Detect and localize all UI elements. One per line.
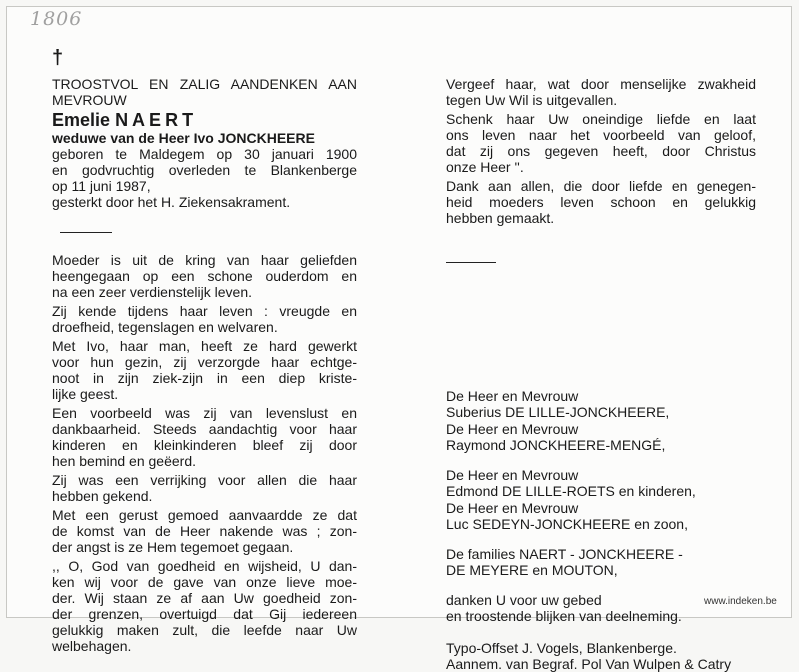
- text-line: Zij was een verrijking voor allen die haar: [52, 472, 357, 488]
- birth-line: en godvruchtig overleden te Blankenberge: [52, 162, 357, 178]
- handwritten-number: 1806: [30, 8, 83, 30]
- text-line: Een voorbeeld was zij van levenslust en: [52, 405, 357, 421]
- text-line: ken wij voor de gave van onze lieve moe-: [52, 574, 357, 590]
- text-line: heengegaan op een schone ouderdom en: [52, 268, 357, 284]
- text-line: der grenzen, overtuigd dat Gij iedereen: [52, 606, 357, 622]
- paragraph: [446, 76, 756, 108]
- text-line: dankbaarheid. Steeds aandachtig voor haar: [52, 421, 357, 437]
- divider-line: [60, 232, 112, 233]
- first-name: Emelie: [52, 110, 111, 130]
- eulogy-text: [52, 252, 357, 654]
- header-line: TROOSTVOL EN ZALIG AANDENKEN AAN: [52, 76, 357, 92]
- text-line: ,, O, God van goedheid en wijsheid, U dan-: [52, 558, 357, 574]
- left-column: [52, 76, 357, 654]
- text-line: Zij kende tijdens haar leven : vreugde en: [52, 303, 357, 319]
- family-entry: [446, 421, 756, 453]
- family-line: Luc SEDEYN-JONCKHEERE en zoon,: [446, 516, 688, 532]
- widow-line: weduwe van de Heer Ivo JONCKHEERE: [52, 130, 315, 146]
- deceased-name: [52, 110, 357, 130]
- text-line: lijke geest.: [52, 386, 119, 402]
- text-line: der. Wij staan ze af aan Uw goedheid zon-: [52, 590, 357, 606]
- text-line: droefheid, tegenslagen en welvaren.: [52, 319, 278, 335]
- family-line: Suberius DE LILLE-JONCKHEERE,: [446, 404, 670, 420]
- printer-line: Aannem. van Begraf. Pol Van Wulpen & Catry: [446, 656, 732, 672]
- paragraph: [52, 558, 357, 654]
- printer-line: Typo-Offset J. Vogels, Blankenberge.: [446, 640, 677, 656]
- text-line: Vergeef haar, wat door menselijke zwakheid: [446, 76, 756, 92]
- text-line: ons leven naar het voorbeeld van geloof,: [446, 127, 756, 143]
- paragraph: [52, 252, 357, 300]
- family-line: De families NAERT - JONCKHEERE -: [446, 546, 683, 562]
- text-line: Met Ivo, haar man, heeft ze hard gewerkt: [52, 338, 357, 354]
- text-line: hebben gekend.: [52, 488, 153, 504]
- birth-line: op 11 juni 1987,: [52, 178, 151, 194]
- paragraph: [52, 507, 357, 555]
- family-line: De Heer en Mevrouw: [446, 388, 579, 404]
- last-name: NAERT: [115, 110, 198, 130]
- family-entry: [446, 500, 756, 532]
- family-line: De Heer en Mevrouw: [446, 467, 579, 483]
- paragraph: [52, 338, 357, 402]
- text-line: na een zeer verdienstelijk leven.: [52, 284, 253, 300]
- text-line: Moeder is uit de kring van haar geliefden: [52, 252, 357, 268]
- cross-icon: †: [52, 47, 64, 69]
- paragraph: [52, 303, 357, 335]
- right-column: [446, 76, 756, 672]
- divider-line: [446, 262, 496, 263]
- text-line: Schenk haar Uw oneindige liefde en laat: [446, 111, 756, 127]
- thanks-line: en troostende blijken van deelneming.: [446, 608, 682, 624]
- paragraph: [446, 178, 756, 226]
- text-line: welbehagen.: [52, 638, 132, 654]
- text-line: gelukkig maken zult, die leefde naar Uw: [52, 622, 357, 638]
- watermark: www.indeken.be: [704, 596, 777, 607]
- text-line: kinderen en kleinkinderen bleef zij door: [52, 437, 357, 453]
- text-line: de komst van de Heer nakende was ; zon-: [52, 523, 357, 539]
- text-line: Met een gerust gemoed aanvaardde ze dat: [52, 507, 357, 523]
- family-line: Raymond JONCKHEERE-MENGÉ,: [446, 437, 666, 453]
- text-line: voor hun gezin, zij verzorgde haar echtge-: [52, 354, 357, 370]
- text-line: dat zij ons gegeven heeft, door Christus: [446, 143, 756, 159]
- family-entry: [446, 467, 756, 499]
- text-line: noot in zijn ziek-zijn in een diep kriste-: [52, 370, 357, 386]
- birth-line: geboren te Maldegem op 30 januari 1900: [52, 146, 357, 162]
- family-line: De Heer en Mevrouw: [446, 421, 579, 437]
- thanks-line: danken U voor uw gebed: [446, 592, 602, 608]
- family-line: De Heer en Mevrouw: [446, 500, 579, 516]
- text-line: onze Heer ''.: [446, 159, 524, 175]
- family-entry: [446, 388, 756, 420]
- text-line: hen bemind en geëerd.: [52, 453, 196, 469]
- text-line: tegen Uw Wil is uitgevallen.: [446, 92, 618, 108]
- header-line: MEVROUW: [52, 92, 127, 108]
- paragraph: [52, 405, 357, 469]
- family-list: [446, 388, 756, 578]
- family-line: Edmond DE LILLE-ROETS en kinderen,: [446, 483, 696, 499]
- text-line: Dank aan allen, die door liefde en genegen-: [446, 178, 756, 194]
- family-line: DE MEYERE en MOUTON,: [446, 562, 618, 578]
- text-line: der angst is ze Hem tegemoet gegaan.: [52, 539, 294, 555]
- text-line: heid moeders leven schoon en gelukkig: [446, 194, 756, 210]
- prayer-text: [446, 76, 756, 226]
- paragraph: [446, 111, 756, 175]
- text-line: hebben gemaakt.: [446, 210, 555, 226]
- family-entry: [446, 546, 756, 578]
- paragraph: [52, 472, 357, 504]
- birth-line: gesterkt door het H. Ziekensakrament.: [52, 194, 291, 210]
